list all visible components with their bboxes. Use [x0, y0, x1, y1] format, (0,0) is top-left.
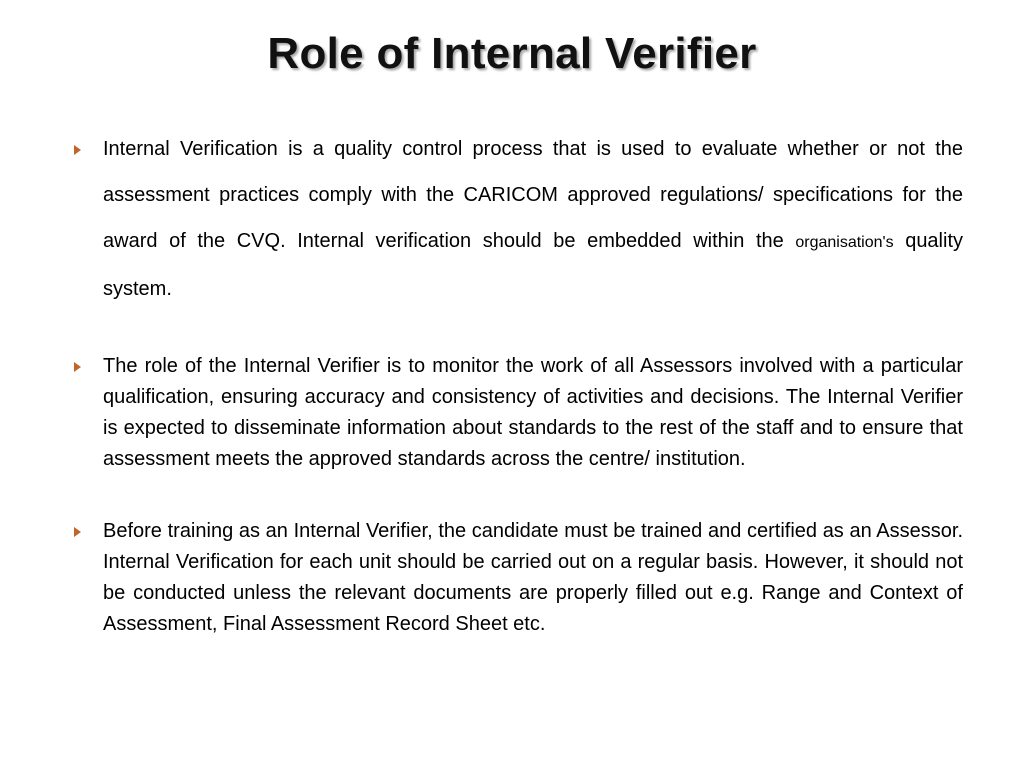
bullet-item-2 — [74, 351, 963, 475]
bullet-list — [74, 126, 963, 640]
bullet-1-text-after: quality system. — [103, 230, 964, 300]
bullet-item-1 — [74, 126, 963, 312]
bullet-3-text: Before training as an Internal Verifier, the candidate must be trained and certified as an Assessor. Internal Verification for each unit should be carried out on a regular basis. However, it should not be conducted unless the relevant documents are properly filled out e.g. Range and Context of Assessment, Final Assessment Record Sheet etc. — [103, 520, 963, 635]
bullet-item-3 — [74, 516, 963, 640]
triangle-right-icon — [74, 362, 81, 372]
triangle-right-icon — [74, 145, 81, 155]
bullet-1-small-word: organisation's — [795, 234, 894, 251]
bullet-1-text-before: Internal Verification is a quality control process that is used to evaluate whether or not the assessment practices comply with the CARICOM approved regulations/ specifications for the award of the CVQ. Internal verification should be embedded within the — [103, 138, 963, 252]
bullet-2-text: The role of the Internal Verifier is to monitor the work of all Assessors involved with a particular qualification, ensuring accuracy and consistency of activities and decisions. The Internal Verifier is expected to disseminate information about standards to the rest of the staff and to ensure that assessment meets the approved standards across the centre/ institution. — [103, 355, 963, 470]
triangle-right-icon — [74, 527, 81, 537]
slide-title: Role of Internal Verifier — [267, 29, 757, 78]
